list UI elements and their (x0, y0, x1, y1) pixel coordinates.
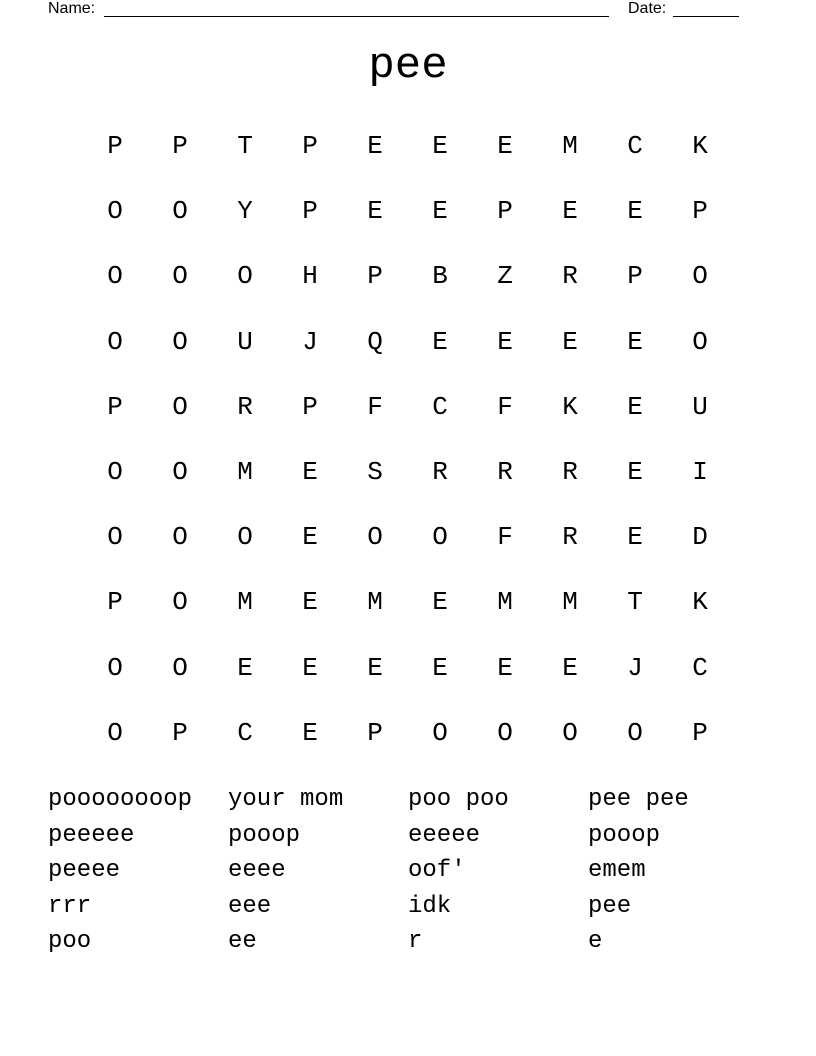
grid-letter[interactable]: E (367, 196, 383, 227)
word-list-item: your mom (228, 786, 344, 813)
grid-letter[interactable]: E (627, 326, 643, 357)
grid-letter[interactable]: C (627, 131, 643, 161)
grid-letter[interactable]: M (367, 587, 383, 618)
word-list-item: idk (408, 892, 452, 920)
grid-letter[interactable]: O (172, 261, 188, 292)
grid-letter[interactable]: E (302, 652, 318, 683)
grid-letter[interactable]: R (497, 457, 513, 487)
word-list-item: ee (228, 928, 257, 955)
grid-letter[interactable]: O (497, 717, 513, 748)
grid-letter[interactable]: E (627, 522, 643, 553)
puzzle-title: pee (368, 41, 448, 91)
word-list-item: poo poo (408, 786, 509, 813)
grid-letter[interactable]: E (562, 652, 578, 683)
grid-letter[interactable]: S (367, 457, 383, 487)
grid-letter[interactable]: O (172, 457, 188, 487)
grid-letter[interactable]: O (107, 652, 123, 683)
grid-letter[interactable]: O (562, 717, 578, 748)
grid-letter[interactable]: F (367, 391, 383, 422)
grid-letter[interactable]: C (237, 717, 253, 748)
date-label: Date: (628, 0, 667, 17)
grid-letter[interactable]: U (237, 326, 253, 357)
grid-letter[interactable]: I (692, 457, 708, 487)
grid-letter[interactable]: E (627, 457, 643, 487)
word-list-item: peeeee (48, 821, 135, 849)
grid-letter[interactable]: E (562, 326, 578, 357)
grid-letter[interactable]: M (237, 457, 253, 487)
grid-letter[interactable]: O (172, 652, 188, 683)
grid-letter[interactable]: E (627, 196, 643, 227)
grid-letter[interactable]: O (107, 196, 123, 227)
grid-letter[interactable]: P (302, 196, 318, 227)
grid-letter[interactable]: E (432, 131, 448, 161)
grid-letter[interactable]: E (367, 652, 383, 683)
grid-letter[interactable]: P (172, 131, 188, 161)
grid-letter[interactable]: R (562, 522, 578, 553)
grid-letter[interactable]: E (497, 131, 513, 161)
word-list-item: poooooooop (48, 786, 193, 813)
grid-letter[interactable]: J (627, 652, 643, 683)
word-list-item: eee (228, 892, 272, 920)
word-list-item: pooop (588, 821, 661, 849)
grid-letter[interactable]: F (497, 391, 513, 422)
grid-letter[interactable]: P (627, 261, 643, 292)
grid-letter[interactable]: O (172, 196, 188, 227)
grid-letter[interactable]: E (367, 131, 383, 161)
grid-letter[interactable]: E (302, 717, 318, 748)
word-list-item: e (588, 928, 603, 955)
grid-letter[interactable]: C (692, 652, 708, 683)
grid-letter[interactable]: O (692, 326, 708, 357)
grid-letter[interactable]: E (432, 326, 448, 357)
grid-letter[interactable]: O (627, 717, 643, 748)
word-list-item: pee pee (588, 786, 689, 813)
grid-letter[interactable]: R (432, 457, 448, 487)
grid-letter[interactable]: P (692, 196, 708, 227)
grid-letter[interactable]: E (432, 652, 448, 683)
grid-letter[interactable]: E (432, 196, 448, 227)
grid-letter[interactable]: O (172, 587, 188, 618)
grid-letter[interactable]: J (302, 326, 318, 357)
grid-letter[interactable]: M (237, 587, 253, 618)
grid-letter[interactable]: P (367, 261, 383, 292)
word-list-item: oof' (408, 857, 466, 884)
grid-letter[interactable]: E (302, 587, 318, 618)
grid-letter[interactable]: E (562, 196, 578, 227)
word-list-item: poo (48, 928, 92, 955)
grid-letter[interactable]: M (562, 587, 578, 618)
grid-letter[interactable]: P (107, 131, 123, 161)
grid-letter[interactable]: D (692, 522, 708, 553)
grid-letter[interactable]: O (432, 522, 448, 553)
grid-letter[interactable]: O (107, 261, 123, 292)
grid-letter[interactable]: P (497, 196, 513, 227)
word-list-item: eeeee (408, 821, 481, 849)
grid-letter[interactable]: R (562, 457, 578, 487)
grid-letter[interactable]: E (432, 587, 448, 618)
grid-letter[interactable]: Q (367, 326, 383, 357)
grid-letter[interactable]: O (432, 717, 448, 748)
grid-letter[interactable]: P (367, 717, 383, 748)
grid-letter[interactable]: O (172, 391, 188, 422)
grid-letter[interactable]: P (302, 131, 318, 161)
grid-letter[interactable]: O (367, 522, 383, 553)
grid-letter[interactable]: T (627, 587, 643, 618)
grid-letter[interactable]: R (562, 261, 578, 292)
grid-letter[interactable]: E (497, 326, 513, 357)
grid-letter[interactable]: O (172, 522, 188, 553)
word-list-item: r (408, 928, 423, 955)
grid-letter[interactable]: O (692, 261, 708, 292)
grid-letter[interactable]: K (692, 131, 708, 161)
name-label: Name: (48, 0, 96, 17)
grid-letter[interactable]: M (562, 131, 578, 161)
word-list-item: pooop (228, 821, 301, 849)
grid-letter[interactable]: B (432, 261, 448, 292)
grid-letter[interactable]: O (107, 326, 123, 357)
grid-letter[interactable]: Z (497, 261, 513, 292)
word-list-item: rrr (48, 892, 92, 920)
grid-letter[interactable]: P (172, 717, 188, 748)
grid-letter[interactable]: T (237, 131, 253, 161)
grid-letter[interactable]: E (302, 457, 318, 487)
grid-letter[interactable]: O (107, 457, 123, 487)
grid-letter[interactable]: K (562, 391, 578, 422)
grid-letter[interactable]: C (432, 391, 448, 422)
grid-letter[interactable]: U (692, 391, 708, 422)
grid-letter[interactable]: O (237, 522, 253, 553)
grid-letter[interactable]: E (497, 652, 513, 683)
grid-letter[interactable]: F (497, 522, 513, 553)
grid-letter[interactable]: E (237, 652, 253, 683)
grid-letter[interactable]: E (302, 522, 318, 553)
grid-letter[interactable]: P (692, 717, 708, 748)
grid-letter[interactable]: P (302, 391, 318, 422)
grid-letter[interactable]: H (302, 261, 318, 292)
grid-letter[interactable]: O (107, 522, 123, 553)
grid-letter[interactable]: Y (237, 196, 253, 227)
grid-letter[interactable]: R (237, 391, 253, 422)
grid-letter[interactable]: E (627, 391, 643, 422)
grid-letter[interactable]: K (692, 587, 708, 618)
word-list-item: emem (588, 857, 646, 884)
grid-letter[interactable]: O (172, 326, 188, 357)
word-list-item: eeee (228, 857, 286, 884)
word-list-item: pee (588, 892, 632, 920)
grid-letter[interactable]: M (497, 587, 513, 618)
word-list-item: peeee (48, 857, 121, 884)
grid-letter[interactable]: P (107, 587, 123, 618)
grid-letter[interactable]: O (107, 717, 123, 748)
grid-letter[interactable]: O (237, 261, 253, 292)
grid-letter[interactable]: P (107, 391, 123, 422)
